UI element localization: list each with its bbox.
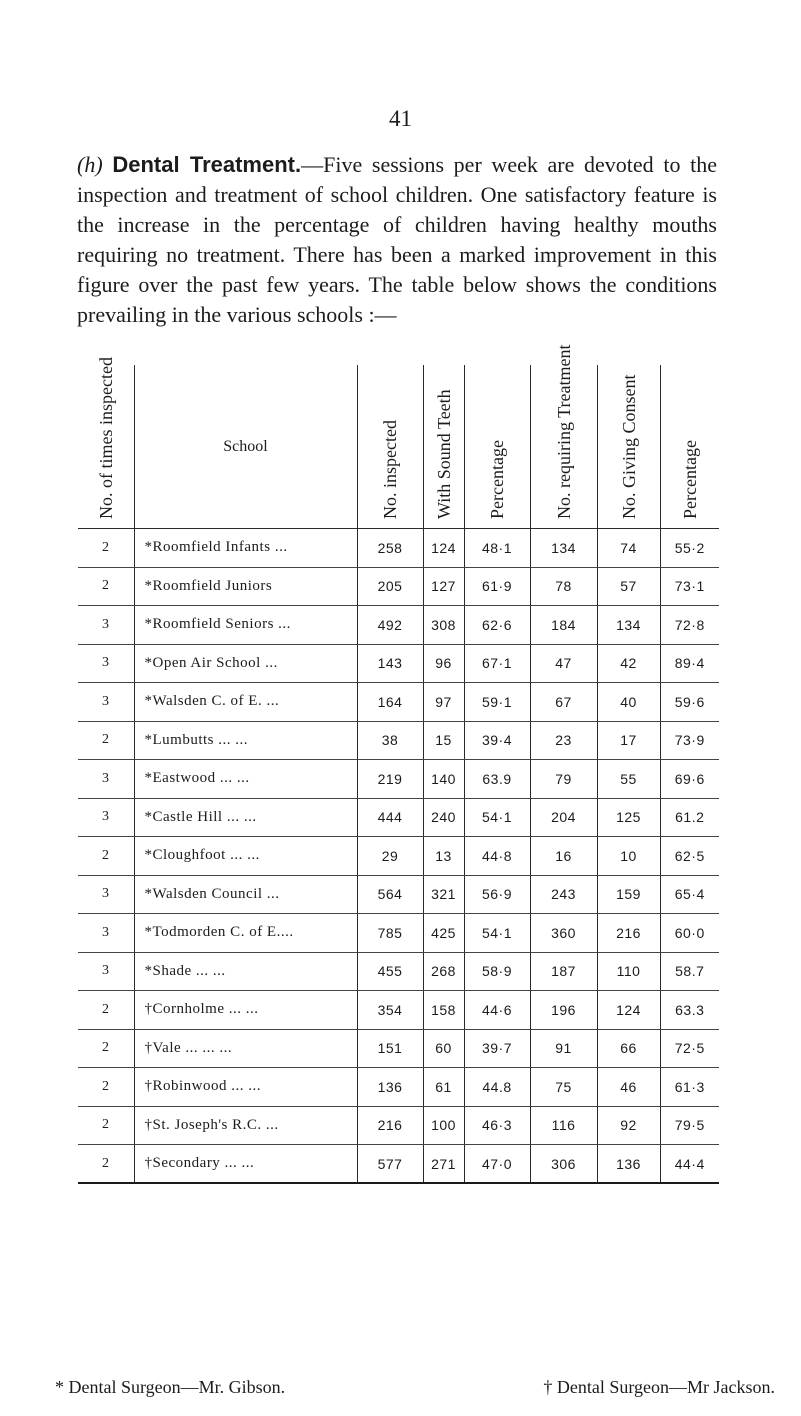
cell-consent: 134 [597,606,660,645]
cell-inspected: 492 [357,606,423,645]
table-row [78,875,719,914]
cell-consent: 55 [597,760,660,799]
cell-consent: 40 [597,683,660,722]
page-number: 41 [389,106,412,131]
cell-sound: 240 [423,798,464,837]
cell-times: 3 [78,760,134,799]
cell-consent: 136 [597,1145,660,1184]
cell-times: 2 [78,721,134,760]
header-school [134,365,357,529]
cell-pct1: 62·6 [464,606,530,645]
cell-times: 3 [78,644,134,683]
cell-school: *Roomfield Seniors ... [134,606,357,645]
header-giving-consent [597,365,660,529]
header-sound-teeth [423,365,464,529]
table-row [78,1029,719,1068]
cell-consent: 159 [597,875,660,914]
cell-pct2: 73·1 [660,567,719,606]
cell-requiring: 47 [530,644,597,683]
cell-times: 2 [78,837,134,876]
cell-inspected: 29 [357,837,423,876]
cell-consent: 57 [597,567,660,606]
cell-pct1: 47·0 [464,1145,530,1184]
cell-pct1: 63.9 [464,760,530,799]
table-row [78,721,719,760]
section-marker: (h) [77,152,103,177]
table-header-row [78,365,719,529]
cell-school: *Walsden Council ... [134,875,357,914]
cell-inspected: 354 [357,991,423,1030]
cell-school: †Cornholme ... ... [134,991,357,1030]
table-row [78,1068,719,1107]
cell-times: 3 [78,875,134,914]
table-row [78,529,719,568]
cell-sound: 308 [423,606,464,645]
header-requiring-label: No. requiring Treatment [553,344,574,519]
cell-inspected: 577 [357,1145,423,1184]
table-row [78,1106,719,1145]
cell-consent: 66 [597,1029,660,1068]
cell-inspected: 219 [357,760,423,799]
cell-pct1: 48·1 [464,529,530,568]
cell-requiring: 243 [530,875,597,914]
cell-consent: 46 [597,1068,660,1107]
cell-consent: 74 [597,529,660,568]
cell-consent: 17 [597,721,660,760]
cell-sound: 321 [423,875,464,914]
cell-school: *Lumbutts ... ... [134,721,357,760]
cell-times: 3 [78,606,134,645]
section-heading: Dental Treatment. [112,152,302,177]
cell-consent: 125 [597,798,660,837]
cell-requiring: 360 [530,914,597,953]
cell-pct2: 61.2 [660,798,719,837]
cell-times: 2 [78,529,134,568]
cell-requiring: 91 [530,1029,597,1068]
cell-school: *Cloughfoot ... ... [134,837,357,876]
cell-sound: 425 [423,914,464,953]
cell-requiring: 67 [530,683,597,722]
cell-school: *Roomfield Infants ... [134,529,357,568]
cell-sound: 124 [423,529,464,568]
cell-inspected: 785 [357,914,423,953]
cell-sound: 15 [423,721,464,760]
cell-times: 3 [78,798,134,837]
cell-sound: 140 [423,760,464,799]
header-requiring-treatment [530,344,597,529]
cell-requiring: 75 [530,1068,597,1107]
intro-paragraph [77,150,717,330]
table-row [78,837,719,876]
cell-inspected: 143 [357,644,423,683]
cell-school: *Todmorden C. of E.... [134,914,357,953]
cell-times: 3 [78,914,134,953]
table-row [78,606,719,645]
cell-pct2: 44·4 [660,1145,719,1184]
cell-pct2: 60·0 [660,914,719,953]
cell-requiring: 16 [530,837,597,876]
cell-school: †St. Joseph's R.C. ... [134,1106,357,1145]
cell-pct1: 61·9 [464,567,530,606]
cell-inspected: 216 [357,1106,423,1145]
cell-inspected: 164 [357,683,423,722]
header-sound-label: With Sound Teeth [433,389,454,519]
table-row [78,991,719,1030]
cell-sound: 268 [423,952,464,991]
cell-consent: 124 [597,991,660,1030]
cell-pct2: 58.7 [660,952,719,991]
cell-requiring: 23 [530,721,597,760]
cell-requiring: 116 [530,1106,597,1145]
cell-school: †Robinwood ... ... [134,1068,357,1107]
header-pct1-label: Percentage [487,440,507,519]
cell-school: †Vale ... ... ... [134,1029,357,1068]
cell-pct2: 63.3 [660,991,719,1030]
cell-times: 2 [78,1145,134,1184]
table-row [78,1145,719,1184]
cell-requiring: 204 [530,798,597,837]
header-no-inspected [357,365,423,529]
cell-school: *Castle Hill ... ... [134,798,357,837]
cell-pct1: 44·8 [464,837,530,876]
cell-requiring: 196 [530,991,597,1030]
cell-school: †Secondary ... ... [134,1145,357,1184]
cell-inspected: 38 [357,721,423,760]
header-times-inspected [78,357,134,529]
cell-inspected: 444 [357,798,423,837]
footnotes [55,1377,775,1398]
cell-pct1: 44·6 [464,991,530,1030]
cell-pct2: 59·6 [660,683,719,722]
cell-times: 3 [78,683,134,722]
cell-times: 2 [78,1068,134,1107]
cell-pct2: 72·5 [660,1029,719,1068]
cell-pct1: 46·3 [464,1106,530,1145]
cell-pct1: 58·9 [464,952,530,991]
cell-sound: 61 [423,1068,464,1107]
table-container [0,344,801,1365]
table-row [78,952,719,991]
header-pct2-label: Percentage [679,440,700,519]
cell-consent: 10 [597,837,660,876]
cell-pct2: 72·8 [660,606,719,645]
header-percentage-sound [464,365,530,529]
cell-consent: 216 [597,914,660,953]
table-row [78,760,719,799]
cell-pct1: 56·9 [464,875,530,914]
cell-inspected: 151 [357,1029,423,1068]
cell-times: 2 [78,567,134,606]
cell-pct2: 62·5 [660,837,719,876]
cell-requiring: 187 [530,952,597,991]
header-inspected-label: No. inspected [380,420,400,519]
header-consent-label: No. Giving Consent [618,374,639,519]
cell-pct2: 69·6 [660,760,719,799]
cell-inspected: 564 [357,875,423,914]
cell-requiring: 184 [530,606,597,645]
cell-pct2: 65·4 [660,875,719,914]
cell-times: 2 [78,991,134,1030]
cell-sound: 97 [423,683,464,722]
cell-pct1: 59·1 [464,683,530,722]
cell-pct1: 54·1 [464,798,530,837]
cell-consent: 92 [597,1106,660,1145]
header-percentage-consent [660,365,719,529]
footnote-gibson: * Dental Surgeon—Mr. Gibson. [55,1377,286,1397]
cell-times: 2 [78,1029,134,1068]
cell-requiring: 79 [530,760,597,799]
cell-pct2: 73·9 [660,721,719,760]
cell-pct1: 39·4 [464,721,530,760]
intro-body: —Five sessions per week are devoted to the inspection and treatment of school children. One satisfactory feature is the increase in the percentage of children having healthy mouths requiring no treatment. There has been a marked improvement in this figure over the past few years. The table below shows the conditions prevailing in the various schools :— [77,152,718,327]
cell-times: 3 [78,952,134,991]
cell-school: *Roomfield Juniors [134,567,357,606]
table-row [78,683,719,722]
cell-sound: 13 [423,837,464,876]
cell-pct2: 55·2 [660,529,719,568]
cell-inspected: 455 [357,952,423,991]
cell-pct1: 39·7 [464,1029,530,1068]
cell-inspected: 205 [357,567,423,606]
cell-inspected: 258 [357,529,423,568]
cell-sound: 60 [423,1029,464,1068]
cell-requiring: 78 [530,567,597,606]
table-row [78,644,719,683]
cell-pct1: 54·1 [464,914,530,953]
dental-treatment-table [78,344,719,1184]
cell-pct1: 67·1 [464,644,530,683]
cell-pct2: 89·4 [660,644,719,683]
cell-inspected: 136 [357,1068,423,1107]
header-school-label: School [223,437,268,455]
footnote-jackson: † Dental Surgeon—Mr Jackson. [543,1377,775,1397]
cell-school: *Eastwood ... ... [134,760,357,799]
cell-sound: 271 [423,1145,464,1184]
cell-school: *Open Air School ... [134,644,357,683]
cell-school: *Walsden C. of E. ... [134,683,357,722]
cell-sound: 100 [423,1106,464,1145]
cell-times: 2 [78,1106,134,1145]
header-times-label: No. of times inspected [95,357,116,519]
cell-sound: 96 [423,644,464,683]
table-row [78,798,719,837]
cell-pct1: 44.8 [464,1068,530,1107]
cell-pct2: 61·3 [660,1068,719,1107]
cell-consent: 42 [597,644,660,683]
cell-sound: 127 [423,567,464,606]
cell-requiring: 306 [530,1145,597,1184]
table-body [78,529,719,1184]
table-row [78,914,719,953]
cell-school: *Shade ... ... [134,952,357,991]
cell-consent: 110 [597,952,660,991]
cell-requiring: 134 [530,529,597,568]
cell-pct2: 79·5 [660,1106,719,1145]
cell-sound: 158 [423,991,464,1030]
table-row [78,567,719,606]
